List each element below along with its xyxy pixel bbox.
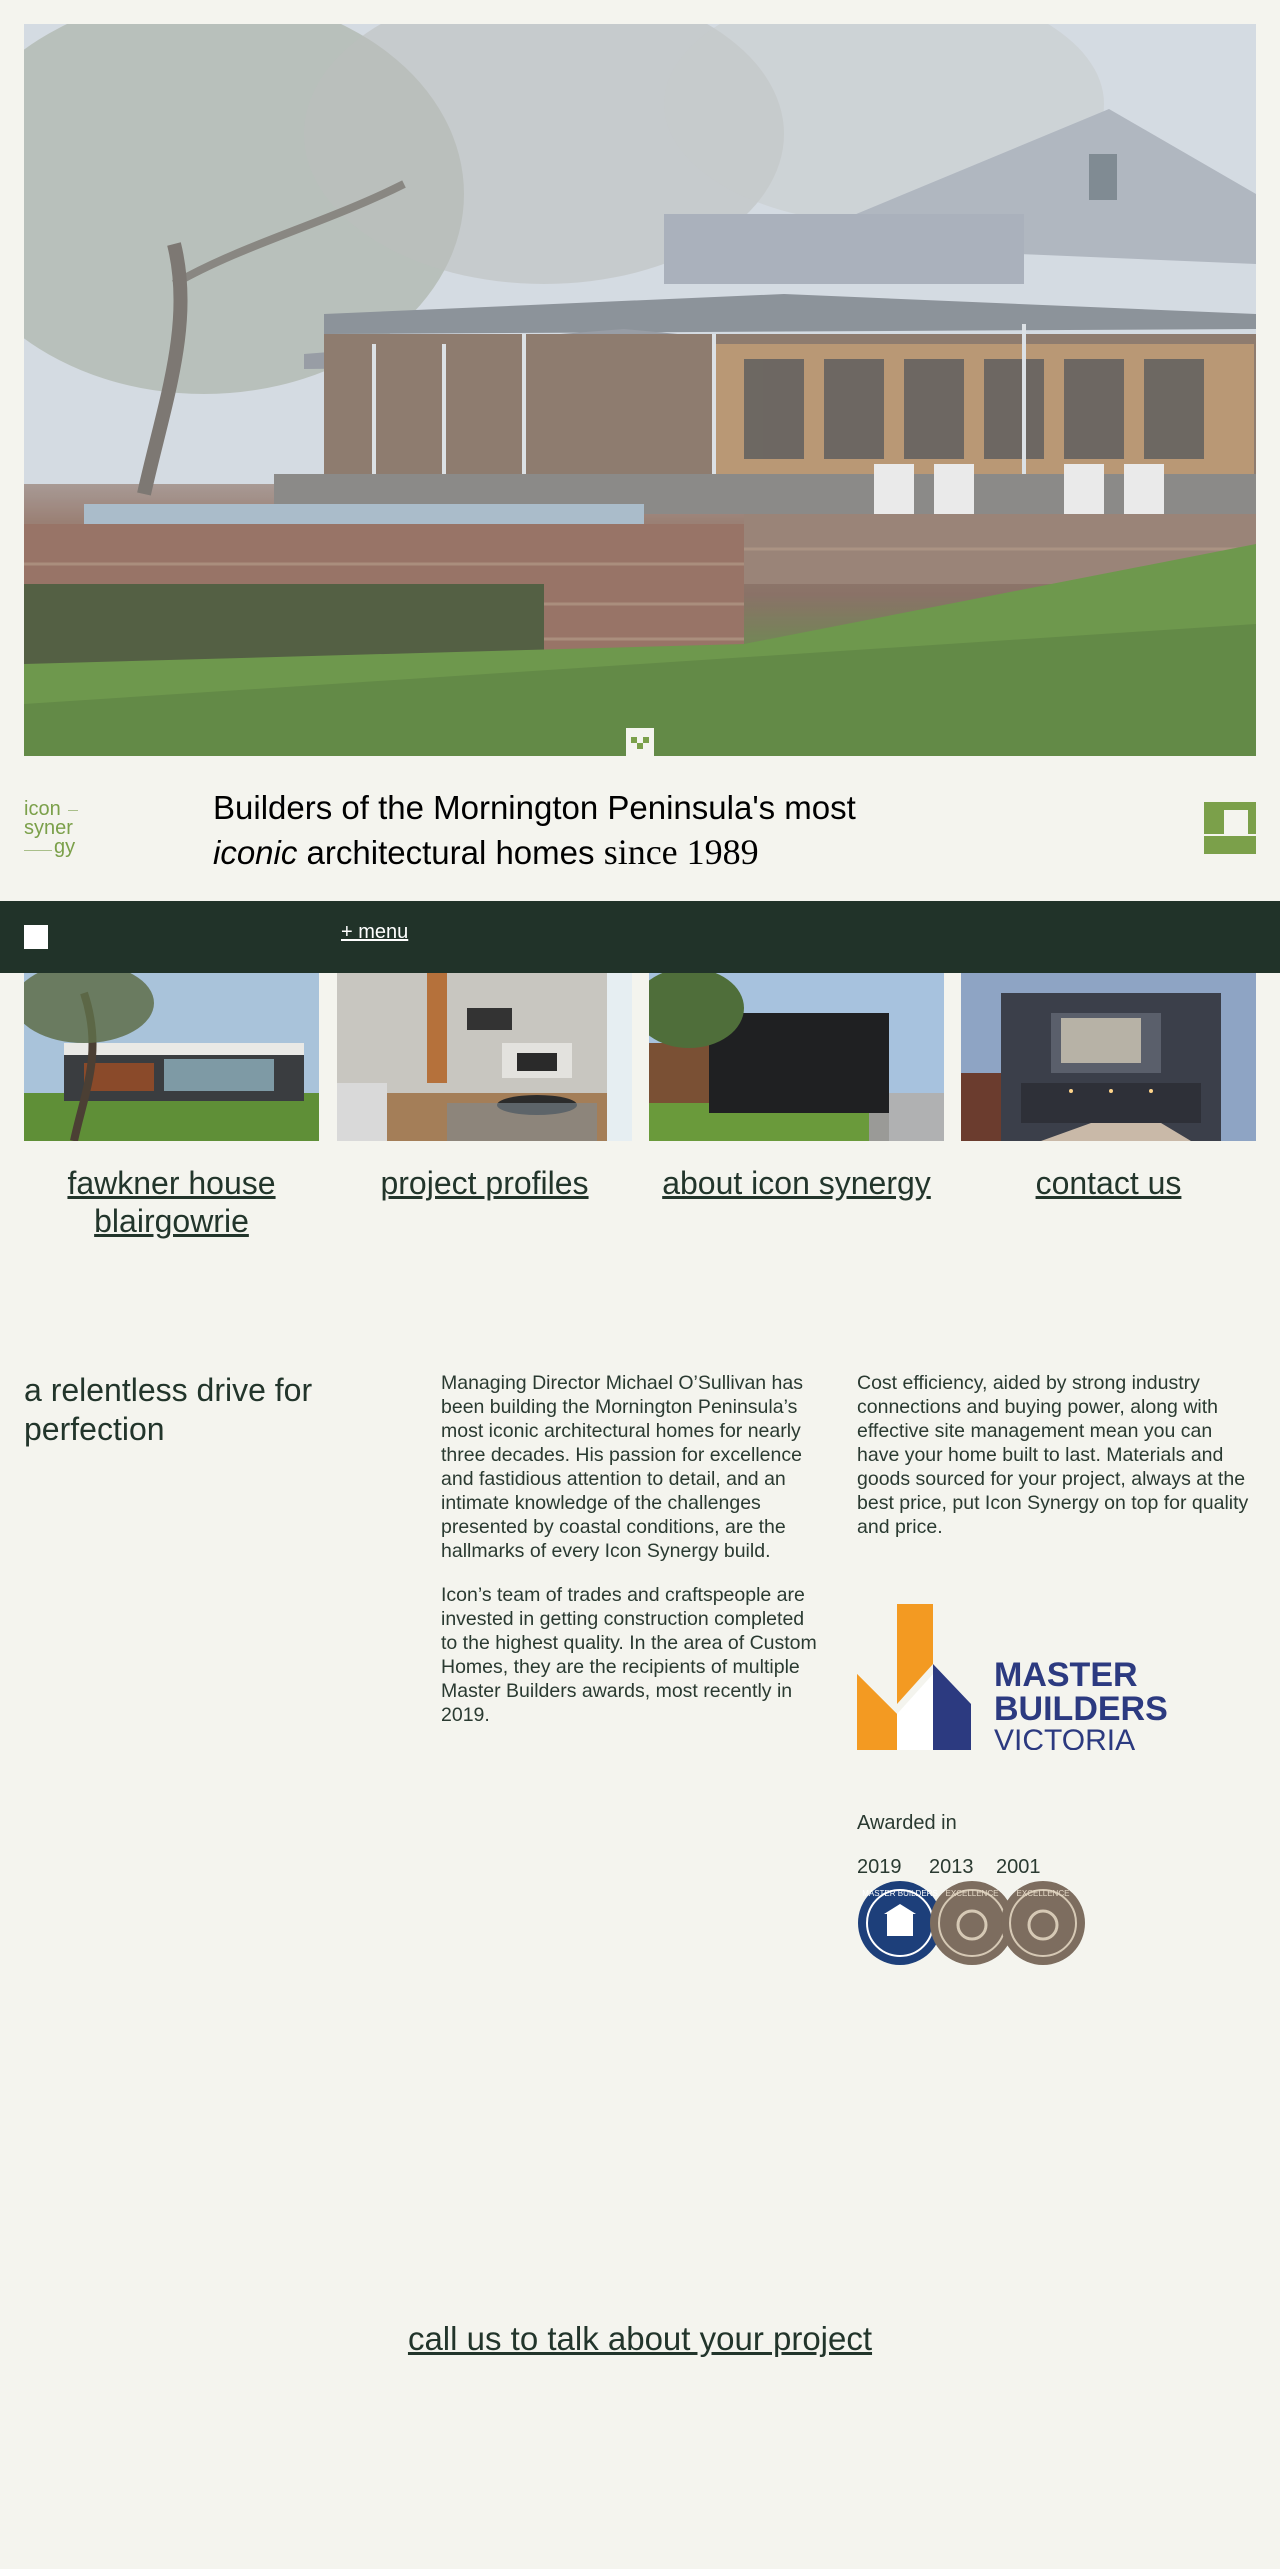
tagline-line-2: architectural homes — [297, 834, 604, 871]
section-headline: a relentless drive for perfection — [24, 1372, 313, 1447]
site-logo[interactable] — [24, 800, 88, 857]
menu-link[interactable]: + menu — [341, 921, 409, 943]
tile-link-contact-us[interactable]: contact us — [1035, 1165, 1182, 1201]
house-illustration — [24, 24, 1256, 756]
tile-link-project-profiles[interactable]: project profiles — [380, 1165, 589, 1201]
logo-line: icon — [24, 798, 61, 820]
tile-link-fawkner-house[interactable]: fawkner house blairgowrie — [67, 1165, 276, 1239]
award-year: 2013 — [929, 1856, 974, 1878]
logo-mark-icon[interactable] — [626, 728, 654, 756]
tagline-italic: iconic — [213, 834, 298, 871]
call-cta-link[interactable]: call us to talk about your project — [407, 2320, 873, 2357]
tile-image-fawkner-house[interactable] — [24, 973, 319, 1141]
medal-text: EXCELLENCE — [945, 1889, 999, 1898]
logo-line: gy — [54, 836, 76, 858]
medal-text: MASTER BUILDERS — [862, 1889, 938, 1898]
medal-text: EXCELLENCE — [1016, 1889, 1070, 1898]
nav-bar — [0, 901, 1280, 973]
excellence-medal-2001 — [1000, 1880, 1086, 1966]
tile-link-about-icon-synergy[interactable]: about icon synergy — [662, 1165, 931, 1201]
tile-image-contact-us[interactable] — [961, 973, 1256, 1141]
tagline-line-1: Builders of the Mornington Peninsula's most — [213, 789, 856, 826]
mbv-line-2: BUILDERS — [994, 1690, 1168, 1728]
award-year: 2001 — [996, 1856, 1041, 1878]
tile-image-about-icon-synergy[interactable] — [649, 973, 944, 1141]
award-year: 2019 — [857, 1856, 902, 1878]
logo-rule — [68, 810, 78, 811]
square-logo-icon[interactable] — [1204, 802, 1256, 854]
tile-image-project-profiles[interactable] — [337, 973, 632, 1141]
square-icon[interactable] — [24, 925, 48, 949]
page-tagline — [213, 786, 856, 875]
mbv-line-1: MASTER — [994, 1656, 1138, 1694]
logo-rule — [24, 850, 52, 851]
about-paragraph: Icon’s team of trades and craftspeople are invested in getting construction completed to the highest quality. In the area of Custom Homes, they are the recipients of multiple Master Builders awards, most recently in 2019. — [441, 1584, 817, 1726]
about-paragraph: Managing Director Michael O’Sullivan has been building the Mornington Peninsula’s most iconic architectural homes for nearly three decades. His passion for excellence and fastidious attention to detail, and an intimate knowledge of the challenges presented by coastal conditions, are the hallmarks of every Icon Synergy build. — [441, 1372, 803, 1562]
about-column — [441, 1371, 821, 1747]
tagline-since: since 1989 — [603, 832, 759, 872]
master-builders-logo — [857, 1604, 1177, 1750]
logo-line: syner — [24, 817, 73, 839]
awarded-label: Awarded in — [857, 1812, 957, 1834]
cost-paragraph: Cost efficiency, aided by strong industry connections and buying power, along with effective site management mean you can have your home built to last. Materials and goods sourced for your project, always at the best price, put Icon Synergy on top for quality and price. — [857, 1372, 1249, 1538]
mbv-line-3: VICTORIA — [994, 1724, 1136, 1750]
cost-column — [857, 1371, 1257, 1559]
hero-image — [24, 24, 1256, 756]
